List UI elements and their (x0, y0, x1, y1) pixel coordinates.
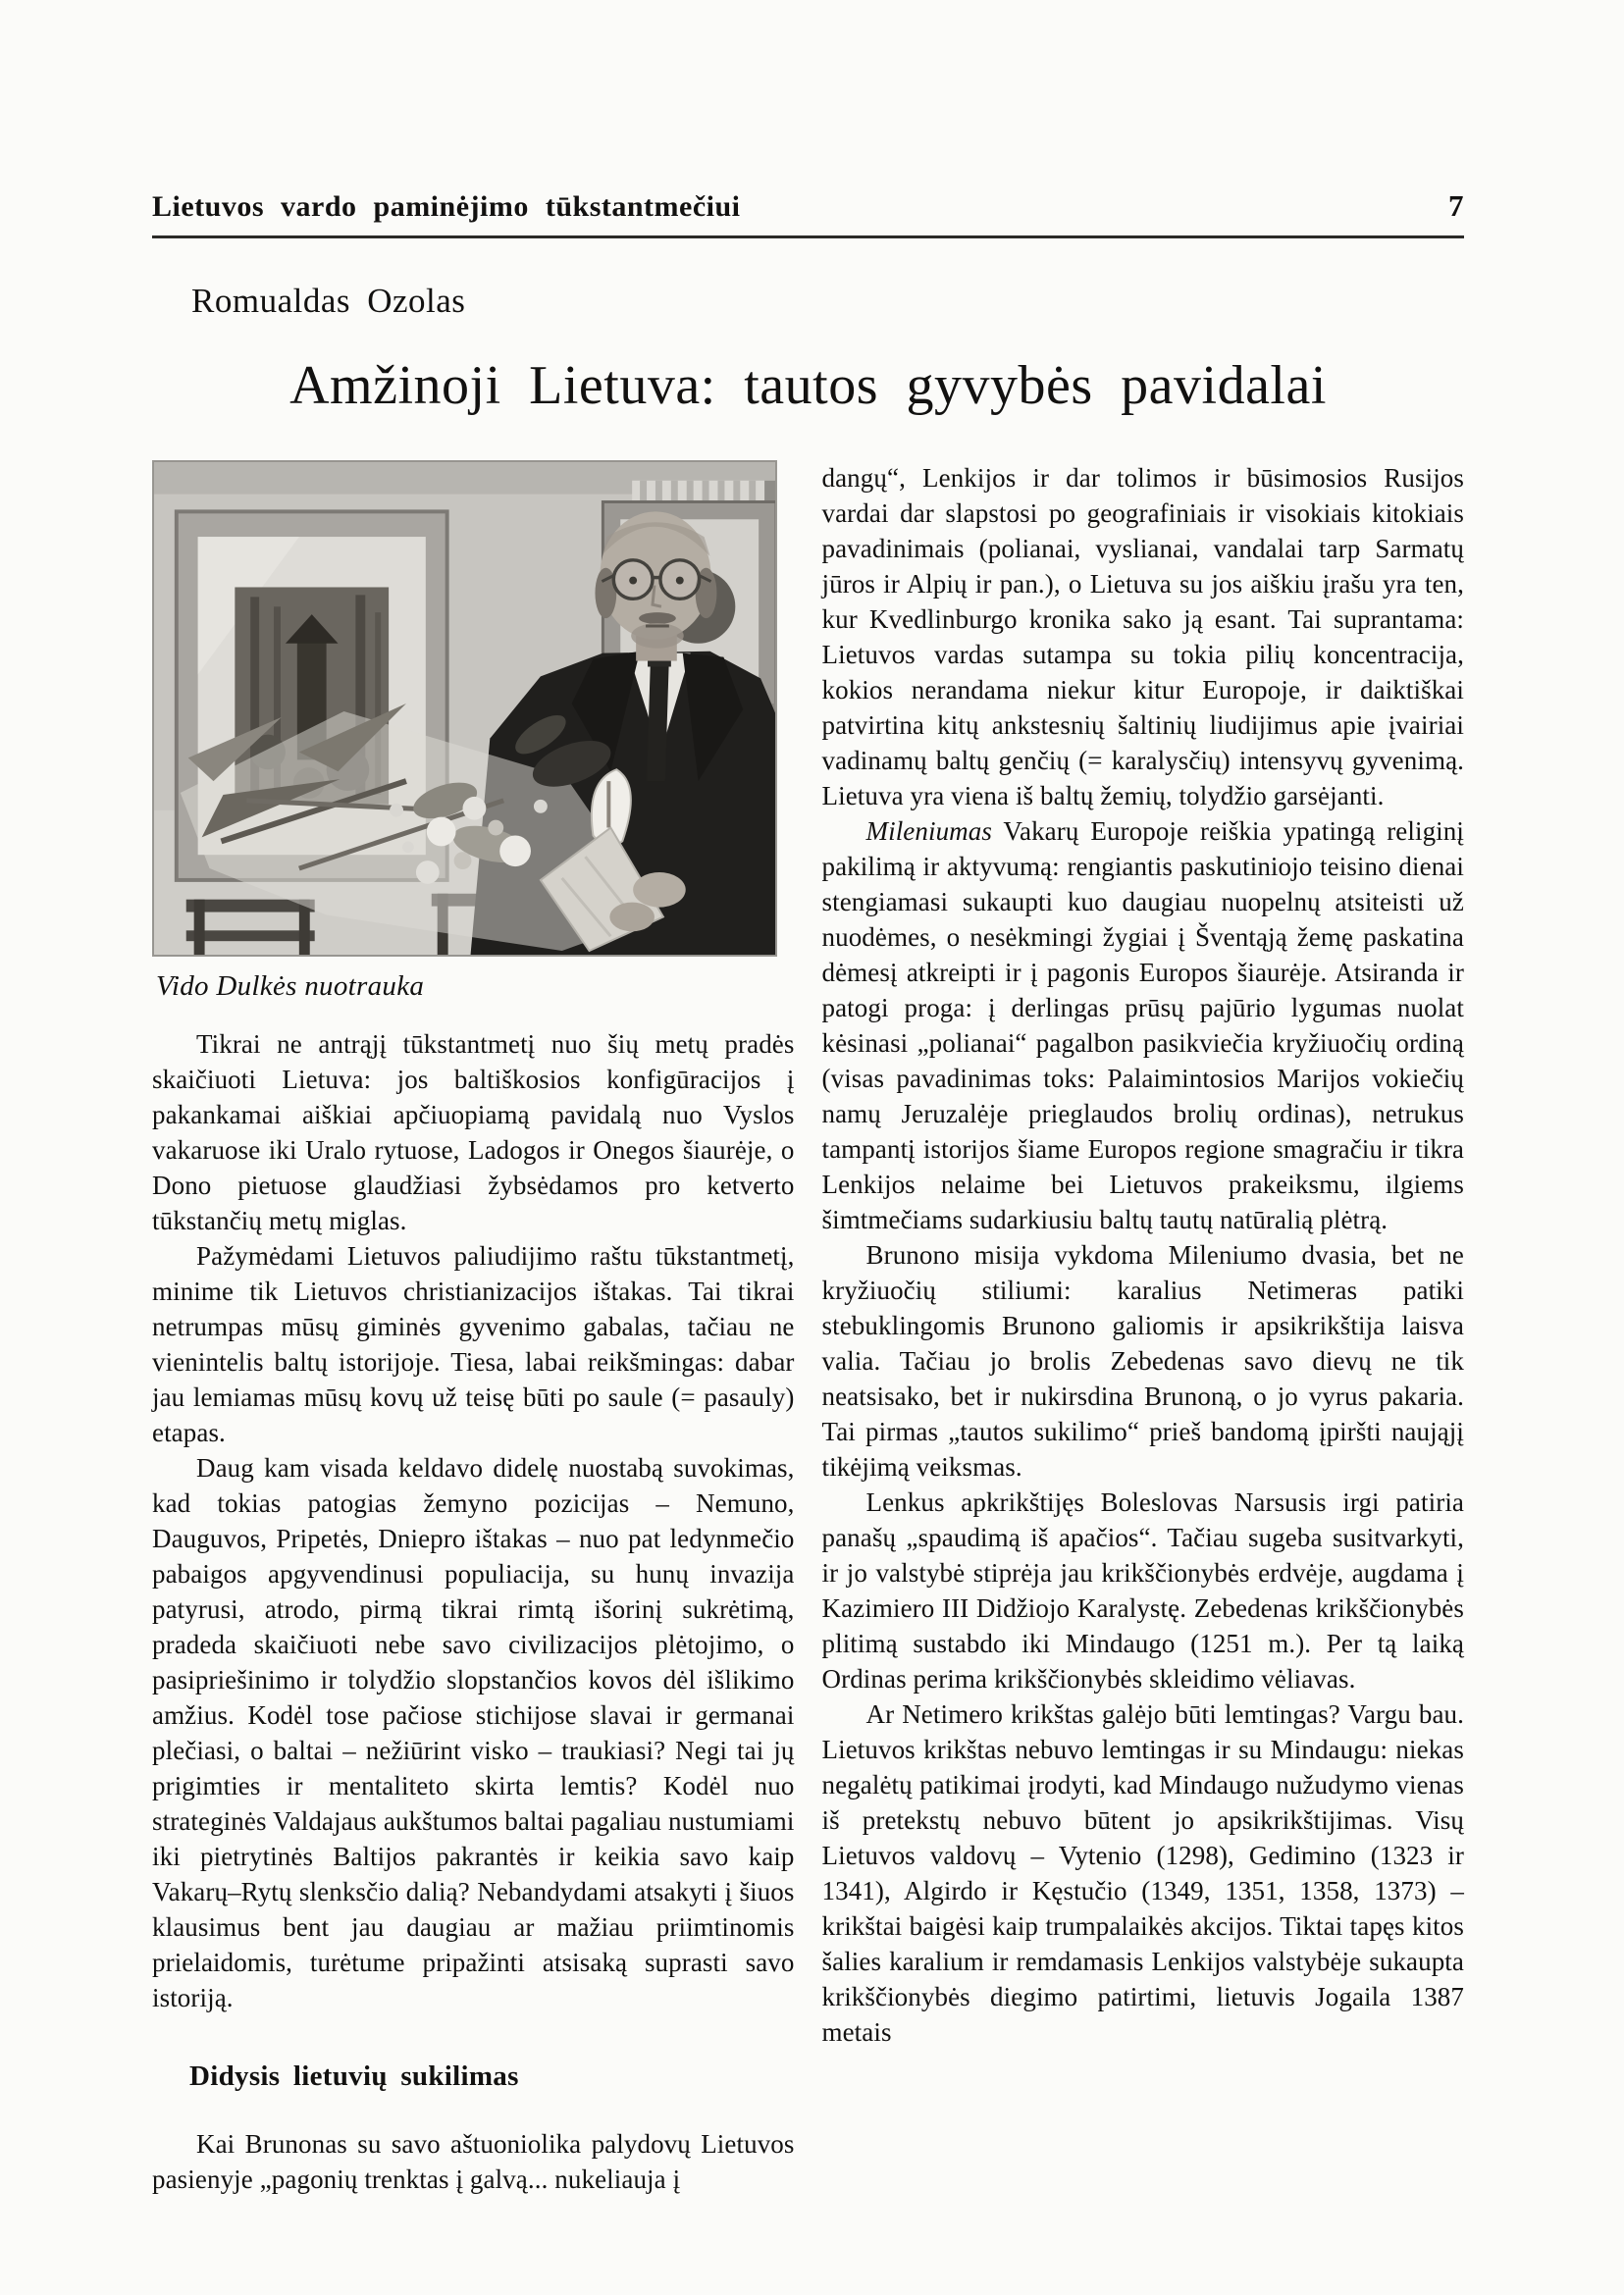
paragraph: Ar Netimero krikštas galėjo būti lemtingas? Vargu bau. Lietuvos krikštas nebuvo lemtingas ir su Mindaugu: niekas negalėtų patikimai įrodyti, kad Mindaugo nužudymo vienas iš pretekstų nebuvo būtent jo apsikrikštijimas. Visų Lietuvos valdovų – Vytenio (1298), Gedimino (1323 ir 1341), Algirdo ir Kęstučio (1349, 1351, 1358, 1373) – krikštai baigėsi kaip trumpalaikės akcijos. Tiktai tapęs kitos šalies karalium ir remdamasis Lenkijos valstybėje sukaupta krikščionybės diegimo patirtimi, lietuvis Jogaila 1387 metais (821, 1698, 1464, 2047)
paragraph: Pažymėdami Lietuvos paliudijimo raštu tūkstantmetį, minime tik Lietuvos christianizacijos ištakas. Tai tikrai netrumpas mūsų giminės gyvenimo gabalas, tačiau ne vienintelis baltų istorijoje. Tiesa, labai reikšmingas: dabar jau lemiamas mūsų kovų už teisę būti po saule (= pasauly) etapas. (152, 1240, 795, 1447)
article-figure (152, 460, 795, 1003)
scanned-page (152, 188, 1464, 2197)
section-heading: Didysis lietuvių sukilimas (189, 2060, 519, 2092)
right-column (822, 460, 1465, 2197)
paragraph: Kai Brunonas su savo aštuoniolika palydovų Lietuvos pasienyje „pagonių trenktas į galvą... nukeliauja į (152, 2128, 795, 2194)
paragraph: Mileniumas Vakarų Europoje reiškia ypatingą religinį pakilimą ir aktyvumą: rengiantis paskutiniojo teisino dienai stengiamasi sukaupti kuo daugiau nuopelnų atsiteisti už nuodėmes, o nesėkmingi žygiai į Šventąją žemę paskatina dėmesį atkreipti ir į pagonis Europos šiaurėje. Atsiranda ir patogi proga: į derlingas prūsų pajūrio lygumas nuolat kėsinasi „polianai“ pagalbon pasikviečia kryžiuočių ordiną (visas pavadinimas toks: Palaimintosios Marijos vokiečių namų Jeruzalėje prieglaudos brolių ordinas), netrukus tampantį istorijos šiame Europos regione smagračiu ir tikra Lenkijos nelaime bei Lietuvos prakeiksmu, ilgiems šimtmečiams sudarkiusiu baltų tautų natūralią plėtrą. (821, 815, 1464, 1234)
paragraph: Brunono misija vykdoma Mileniumo dvasia, bet ne kryžiuočių stiliumi: karalius Netimeras patiki stebuklingomis Brunono galiomis ir apsikrikštija laisva valia. Tačiau jo brolis Zebedenas savo dievų ne tik neatsisako, bet ir nukirsdina Brunoną, o jo vyrus pakaria. Tai pirmas „tautos sukilimo“ prieš bandomą įpiršti naująjį tikėjimą veiksmas. (821, 1239, 1464, 1482)
paragraph: Tikrai ne antrąjį tūkstantmetį nuo šių metų pradės skaičiuoti Lietuva: jos baltiškosios konfigūracijos į pakankamai aiškiai apčiuopiamą pavidalą nuo Vyslos vakaruose iki Uralo rytuose, Ladogos ir Onegos šiaurėje, o Dono pietuose glaudžiasi žybsėdamos pro ketverto tūkstančių metų miglas. (152, 1028, 795, 1235)
paragraph: dangų“, Lenkijos ir dar tolimos ir būsimosios Rusijos vardai dar slapstosi po geografiniais ir visokiais kitokiais pavadinimais (polianai, vyslianai, vandalai tarp Sarmatų jūros ir Alpių ir pan.), o Lietuva su jos aiškiu įrašu yra ten, kur Kvedlinburgo kronika sako ją esant. Tai suprantama: Lietuvos vardas sutampa su tokia pilių koncentracija, kokios nerandama niekur kitur Europoje, ir daiktiškai patvirtina kitų ankstesnių šaltinių liudijimus apie įvairiai vadinamų baltų genčių (= karalysčių) intensyvų gyvenimą. Lietuva yra viena iš baltų žemių, tolydžio garsėjanti. (821, 462, 1464, 810)
left-column (152, 460, 795, 2197)
running-title: Lietuvos vardo paminėjimo tūkstantmečiui (152, 190, 741, 223)
author-name: Romualdas Ozolas (191, 282, 466, 320)
paragraph: Daug kam visada keldavo didelę nuostabą suvokimas, kad tokias patogias žemyno pozicijas – Nemuno, Dauguvos, Pripetės, Dniepro ištakas – nuo pat ledynmečio pabaigos apgyvendinusi populiacija, su hunų invazija patyrusi, atrodo, pirmą tikrai rimtą išorinį sukrėtimą, pradeda skaičiuoti nebe savo civilizacijos plėtojimo, o pasipriešinimo ir tolydžio slopstančios kovos dėl išlikimo amžius. Kodėl tose pačiose stichijose slavai ir germanai plečiasi, o baltai – nežiūrint visko – traukiasi? Negi tai jų prigimties ir mentaliteto skirta lemtis? Kodėl nuo strateginės Valdajaus aukštumos baltai pagaliau nustumiami iki pietrytinės Baltijos pakrantės ir keikia savo kaip Vakarų–Rytų slenksčio dalią? Nebandydami atsakyti į šiuos klausimus bent jau daugiau ar mažiau priimtinomis prielaidomis, turėtume pripažinti atsisaką suprasti savo istoriją. (152, 1452, 795, 2012)
right-column-text (822, 460, 1465, 2050)
two-column-body (152, 460, 1464, 2197)
paragraph: Lenkus apkrikštijęs Boleslovas Narsusis irgi patiria panašų „spaudimą iš apačios“. Tačiau sugeba susitvarkyti, ir jo valstybė stiprėja jau krikščionybės erdvėje, augdama į Kazimiero III Didžiojo Karalystę. Zebedenas krikščionybės plitimą sustabdo iki Mindaugo (1251 m.). Per tą laiką Ordinas perima krikščionybės skleidimo vėliavas. (821, 1487, 1464, 1694)
photo-illustration (153, 461, 776, 956)
photo-caption: Vido Dulkės nuotrauka (156, 969, 425, 1002)
article-photo (152, 460, 777, 957)
running-header (152, 188, 1464, 238)
page-number: 7 (1448, 188, 1464, 223)
left-column-text (152, 1026, 795, 2197)
article-title: Amžinoji Lietuva: tautos gyvybės pavidalai (289, 355, 1327, 416)
